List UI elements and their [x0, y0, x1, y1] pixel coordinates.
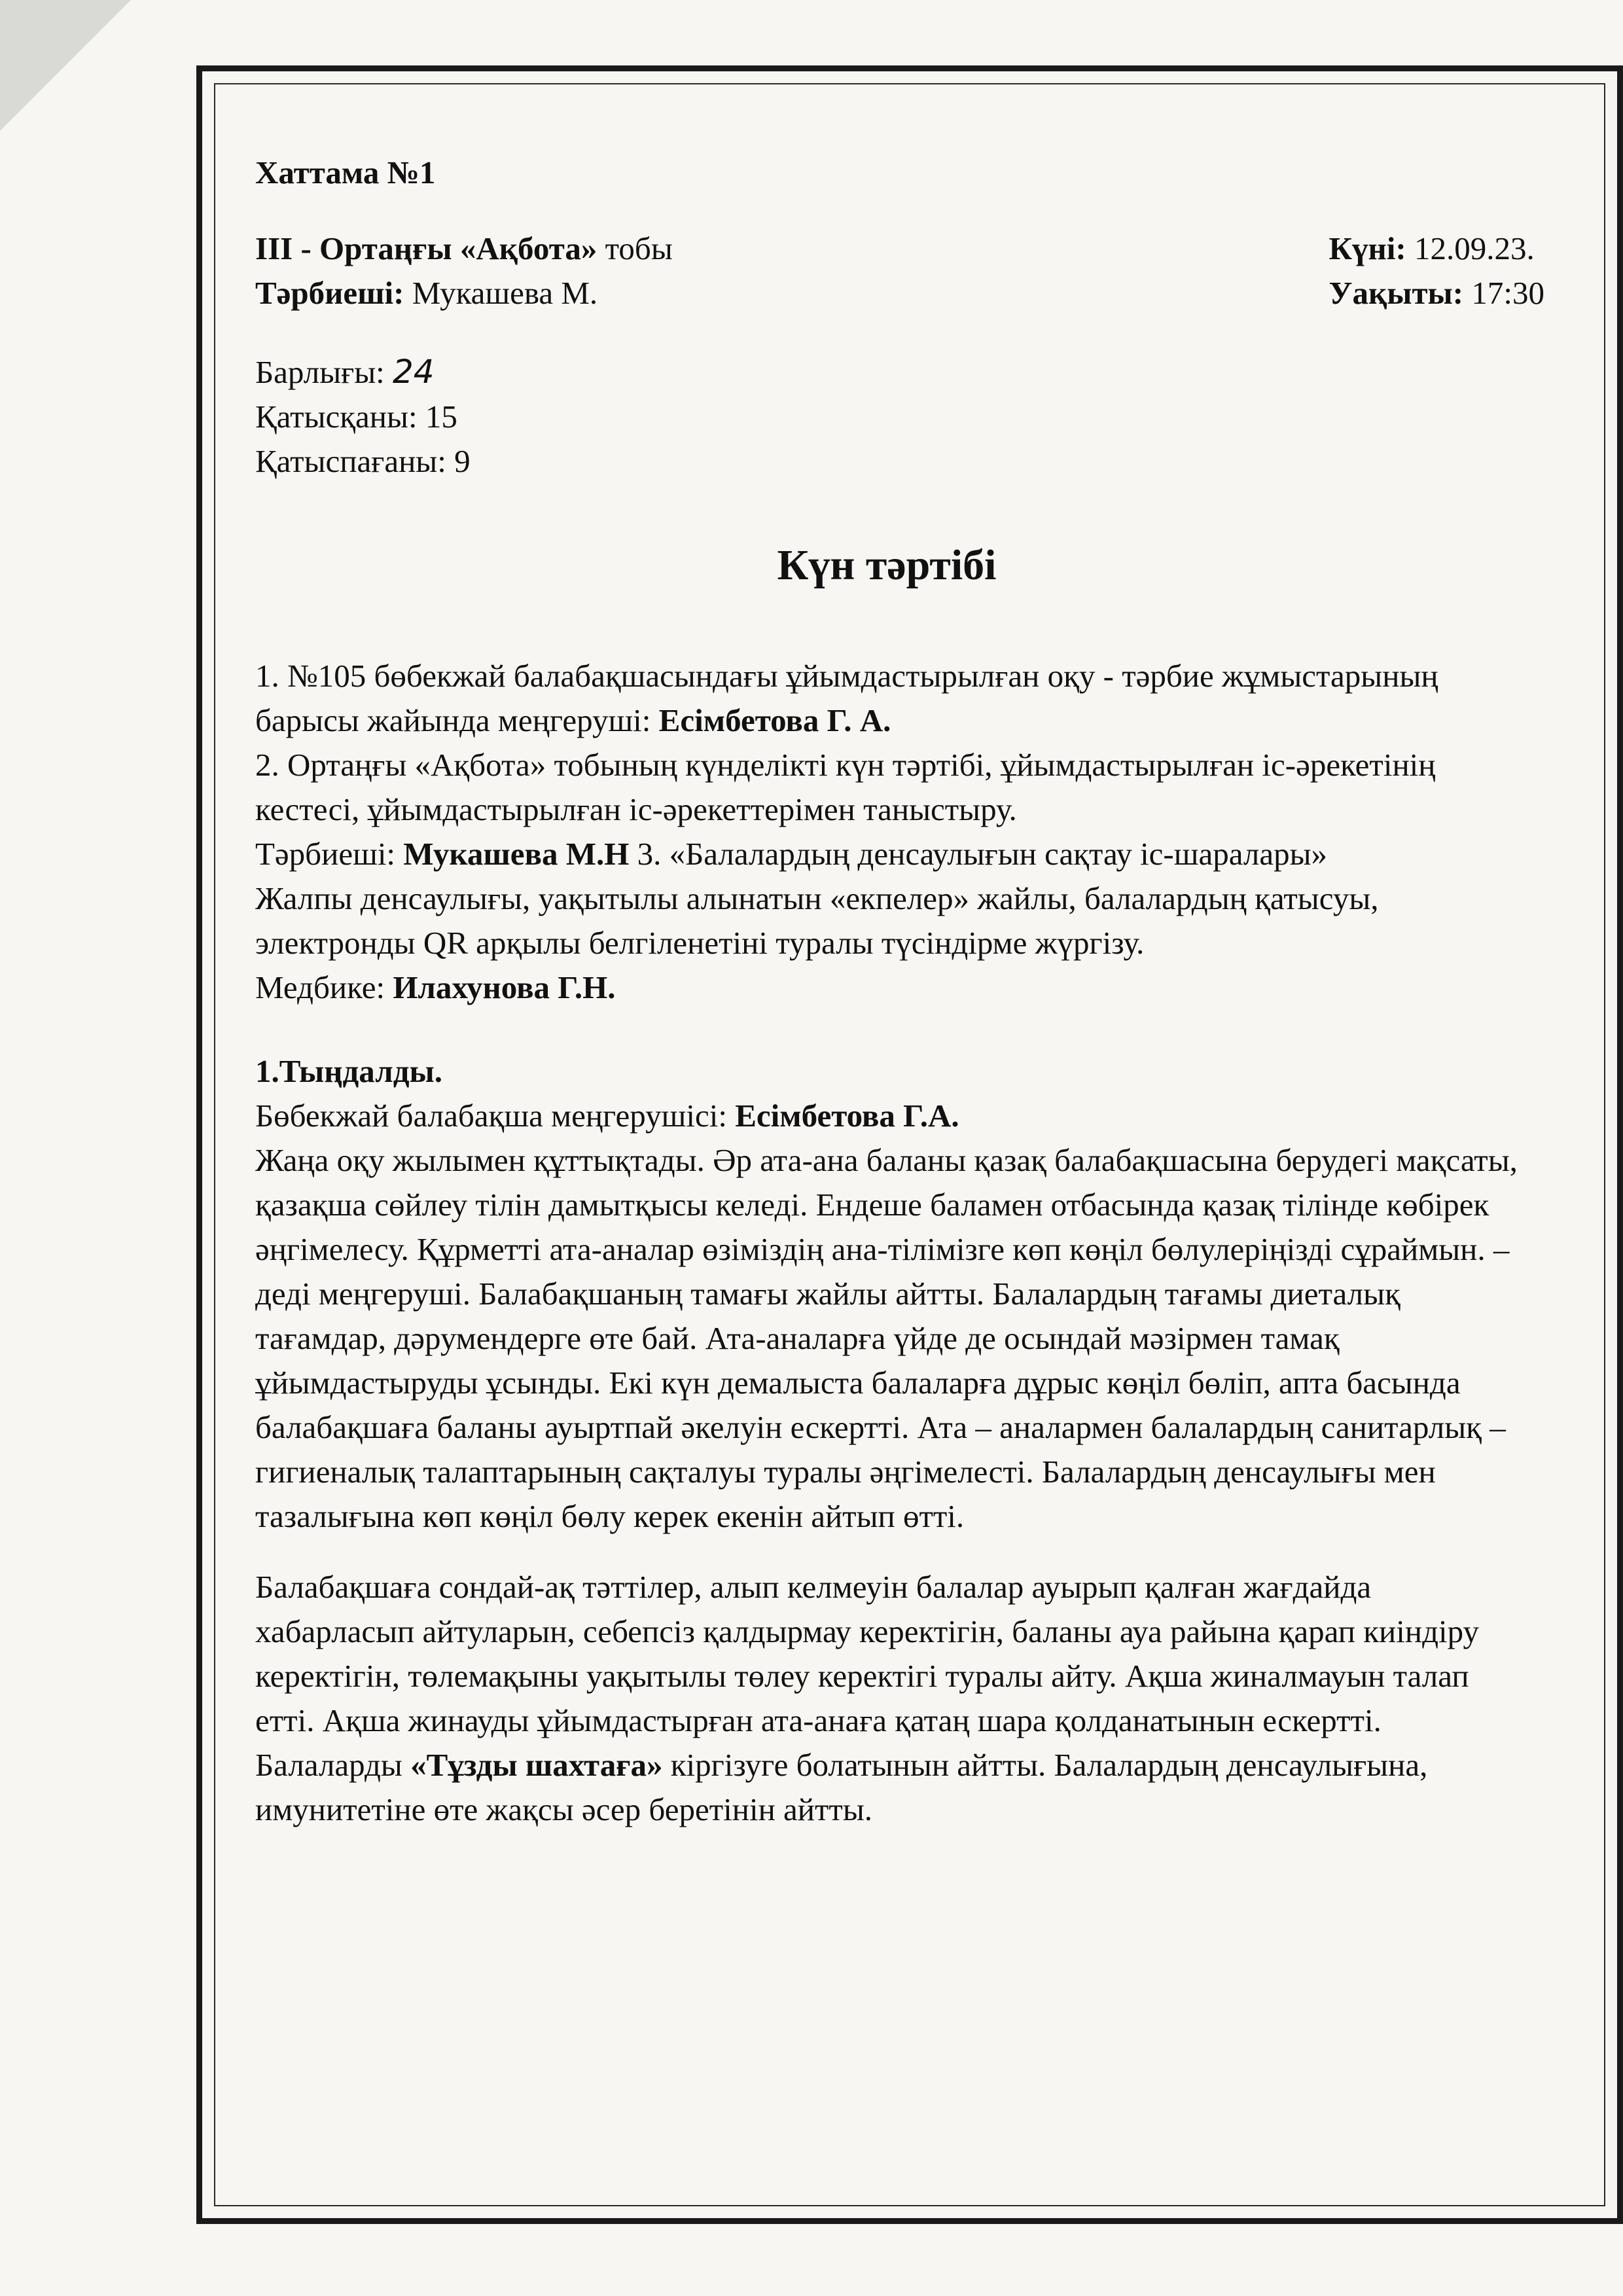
protocol-title: Хаттама №1 — [255, 154, 436, 190]
page-fold-corner — [0, 0, 131, 131]
absent-value: 9 — [454, 443, 471, 479]
agenda-item-1-text: 1. №105 бөбекжай балабақшасындағы ұйымдастырылған оқу - тәрбие жұмыстарының барысы жайында меңгеруші: — [255, 658, 1438, 738]
spacer — [255, 1539, 1518, 1565]
agenda-item-2-role: Тәрбиеші: — [255, 836, 404, 872]
document-body — [255, 151, 1544, 1832]
absent-line — [255, 439, 1518, 484]
header-block — [255, 226, 1544, 315]
present-value: 15 — [425, 399, 457, 435]
agenda-item-3-role: Медбике: — [255, 969, 393, 1005]
group-name: «Ақбота» — [459, 230, 597, 266]
teacher-line — [255, 271, 673, 315]
group-suffix: тобы — [597, 230, 673, 266]
spacer — [255, 1010, 1518, 1049]
present-label: Қатысқаны: — [255, 399, 425, 435]
absent-label: Қатыспағаны: — [255, 443, 455, 479]
paragraph-3-bold: «Тұзды шахтаға» — [410, 1747, 663, 1783]
paragraph-2: Балабақшаға сондай-ақ тәттілер, алып келмеуін балалар ауырып қалған жағдайда хабарласып айтуларын, себепсіз қалдырмау керектігін, баланы ауа райына қарап киіндіру керектігін, төлемақыны уақытылы төлеу керектігі туралы айту. Ақша жиналмауын талап етті. Ақша жинауды ұйымдастырған ата-анаға қатаң шара қолданатынын ескертті. — [255, 1569, 1479, 1738]
paragraph-3 — [255, 1743, 1518, 1832]
attendance-block — [255, 350, 1518, 484]
present-line — [255, 395, 1518, 439]
header-right — [1329, 226, 1544, 315]
time-line — [1329, 271, 1544, 315]
paragraph-1: Жаңа оқу жылымен құттықтады. Әр ата-ана баланы қазақ балабақшасына берудегі мақсаты, қазақша сөйлеу тілін дамытқысы келеді. Ендеше баламен отбасында қазақ тілінде көбірек әңгімелесу. Құрметті ата-аналар өзіміздің ана-тілімізге көп көңіл бөлулеріңізді сұраймын. – деді меңгеруші. Балабақшаның тамағы жайлы айтты. Балалардың тағамы диеталық тағамдар, дәрумендерге өте бай. Ата-аналарға үйде де осындай мәзірмен тамақ ұйымдастыруды ұсынды. Екі күн демалыста балаларға дұрыс көңіл бөліп, апта басында балабақшаға баланы ауыртпай әкелуін ескертті. Ата – аналармен балалардың санитарлық – гигиеналық талаптарының сақталуы туралы әңгімелесті. Балалардың денсаулығы мен тазалығына көп көңіл бөлу керек екенін айтып өтті. — [255, 1142, 1518, 1534]
total-label: Барлығы: — [255, 354, 393, 390]
group-line — [255, 226, 673, 271]
speaker-name: Есімбетова Г.А. — [735, 1098, 959, 1134]
agenda-items — [255, 654, 1518, 1010]
header-left — [255, 226, 673, 315]
agenda-title: Күн тәртібі — [777, 541, 997, 589]
date-label: Күні: — [1329, 230, 1406, 266]
date-value: 12.09.23. — [1406, 230, 1535, 266]
listened-title: 1.Тыңдалды. — [255, 1053, 442, 1089]
speaker-label: Бөбекжай балабақша меңгерушісі: — [255, 1098, 736, 1134]
time-label: Уақыты: — [1329, 275, 1464, 311]
agenda-item-3-name: Илахунова Г.Н. — [393, 969, 616, 1005]
time-value: 17:30 — [1463, 275, 1544, 311]
teacher-name: Мукашева М. — [404, 275, 598, 311]
date-line — [1329, 226, 1544, 271]
agenda-item-3-detail: Жалпы денсаулығы, уақытылы алынатын «екпелер» жайлы, балалардың қатысуы, электронды QR арқылы белгіленетіні туралы түсіндірме жүргізу. — [255, 880, 1379, 961]
group-prefix: III - Ортаңғы — [255, 230, 460, 266]
agenda-item-3-text: 3. «Балалардың денсаулығын сақтау іс-шаралары» — [629, 836, 1328, 872]
agenda-item-2-text: 2. Ортаңғы «Ақбота» тобының күнделікті күн тәртібі, ұйымдастырылған іс-әрекетінің кестесі, ұйымдастырылған іс-әрекеттерімен таныстыру. — [255, 747, 1436, 827]
agenda-item-2-name: Мукашева М.Н — [403, 836, 630, 872]
speaker-line — [255, 1094, 1518, 1138]
total-line — [255, 350, 1518, 395]
paragraph-3-prefix: Балаларды — [255, 1747, 411, 1783]
paragraph-3-suffix: кіргізуге болатынын айтты. Балалардың денсаулығына, имунитетіне өте жақсы әсер беретінін айтты. — [255, 1747, 1428, 1827]
total-value: 24 — [393, 353, 435, 391]
agenda-item-1-name: Есімбетова Г. А. — [658, 702, 891, 738]
teacher-label: Тәрбиеші: — [255, 275, 404, 311]
